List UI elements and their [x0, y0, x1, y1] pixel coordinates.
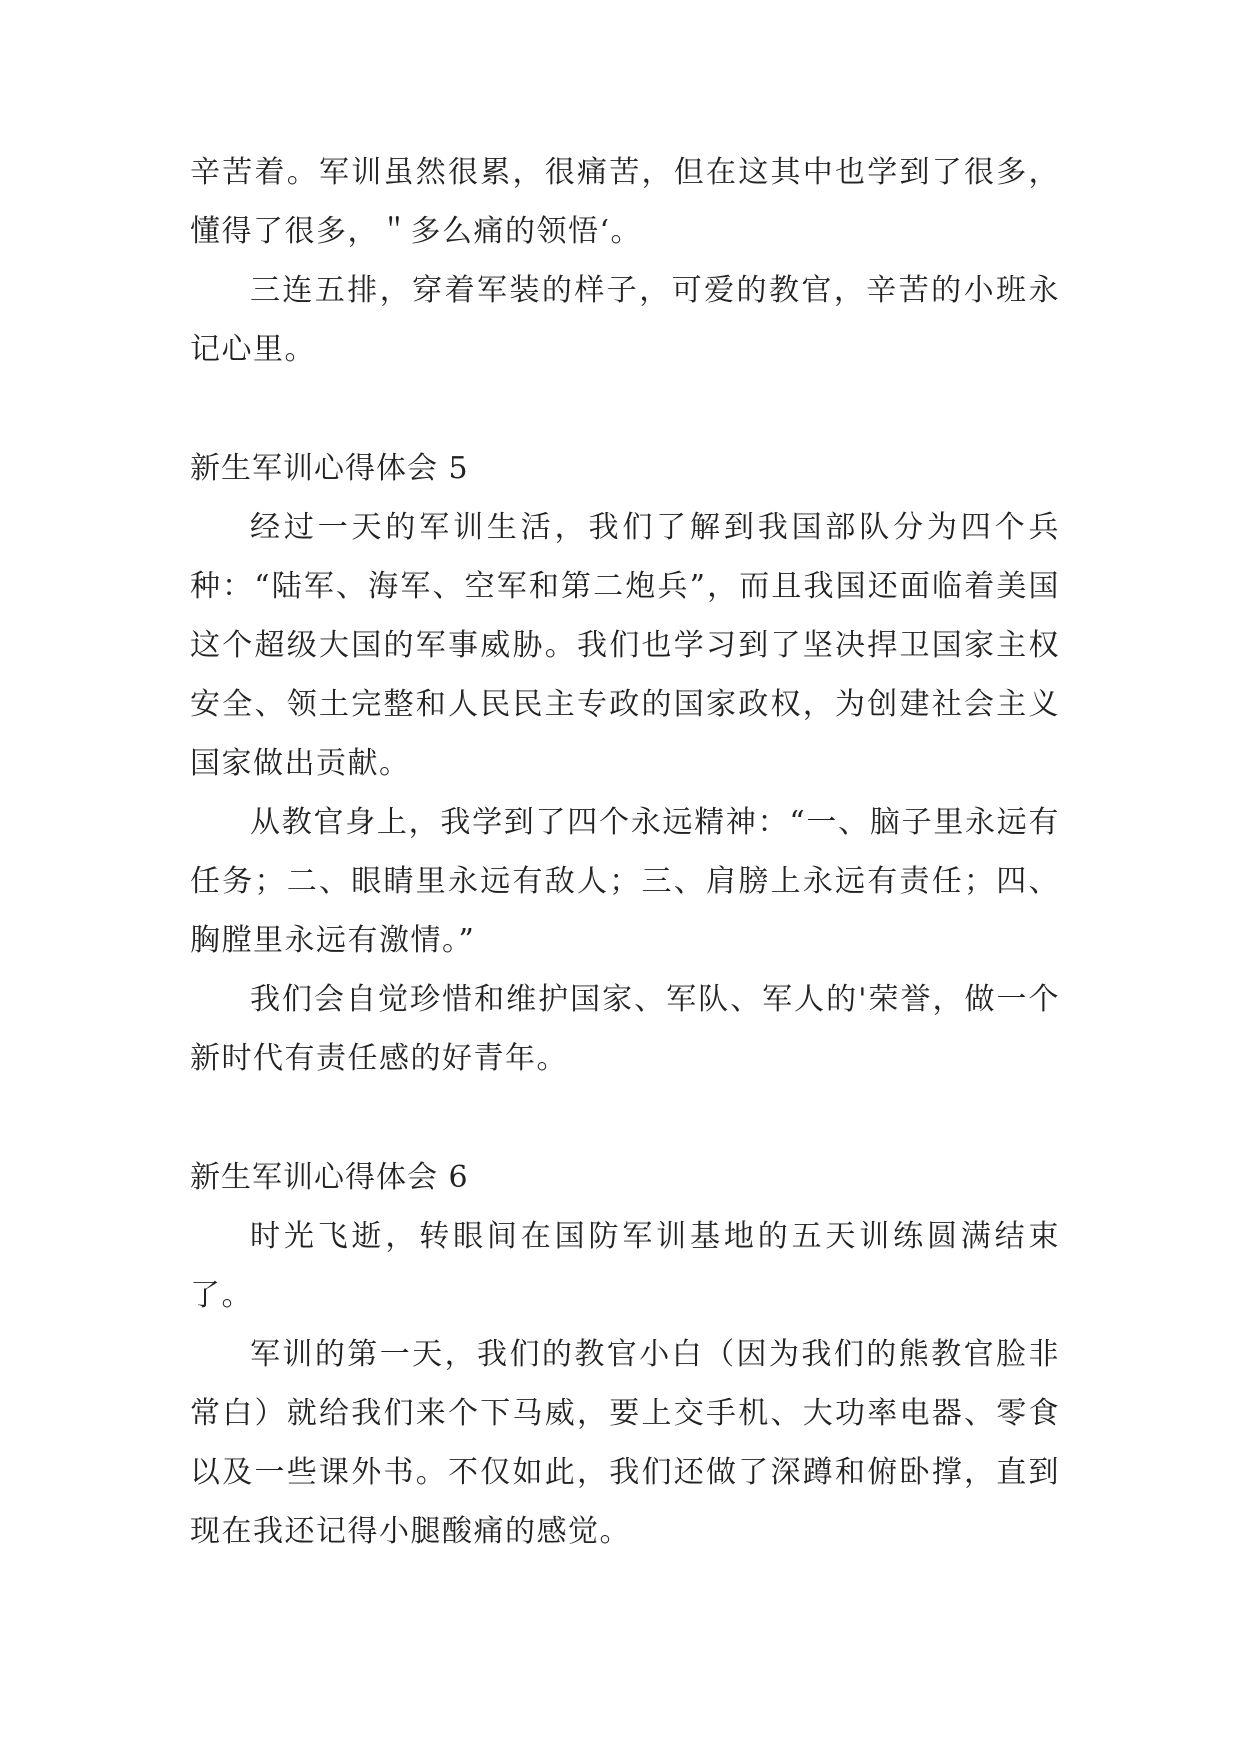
section-spacer — [190, 1088, 1060, 1148]
paragraph: 我们会自觉珍惜和维护国家、军队、军人的'荣誉，做一个新时代有责任感的好青年。 — [190, 982, 1060, 1076]
paragraph: 军训的第一天，我们的教官小白（因为我们的熊教官脸非常白）就给我们来个下马威，要上交手机、大功率电器、零食以及一些课外书。不仅如此，我们还做了深蹲和俯卧撑，直到现在我还记得小腿酸痛的感觉。 — [190, 1337, 1060, 1549]
section-heading-6: 新生军训心得体会 6 — [190, 1160, 469, 1195]
paragraph: 时光飞逝，转眼间在国防军训基地的五天训练圆满结束了。 — [190, 1219, 1060, 1313]
section-heading-5: 新生军训心得体会 5 — [190, 451, 469, 486]
paragraph: 从教官身上，我学到了四个永远精神：“一、脑子里永远有任务；二、眼睛里永远有敌人；三、肩膀上永远有责任；四、胸膛里永远有激情。” — [190, 805, 1060, 958]
paragraph: 三连五排，穿着军装的样子，可爱的教官，辛苦的小班永记心里。 — [190, 273, 1060, 367]
document-body — [190, 143, 1060, 1561]
paragraph: 经过一天的军训生活，我们了解到我国部队分为四个兵种：“陆军、海军、空军和第二炮兵”，而且我国还面临着美国这个超级大国的军事威胁。我们也学习到了坚决捍卫国家主权安全、领土完整和人民民主专政的国家政权，为创建社会主义国家做出贡献。 — [190, 510, 1060, 781]
continued-paragraph: 辛苦着。军训虽然很累，很痛苦，但在这其中也学到了很多，懂得了很多，＂多么痛的领悟‘。 — [190, 155, 1060, 249]
section-spacer — [190, 379, 1060, 439]
